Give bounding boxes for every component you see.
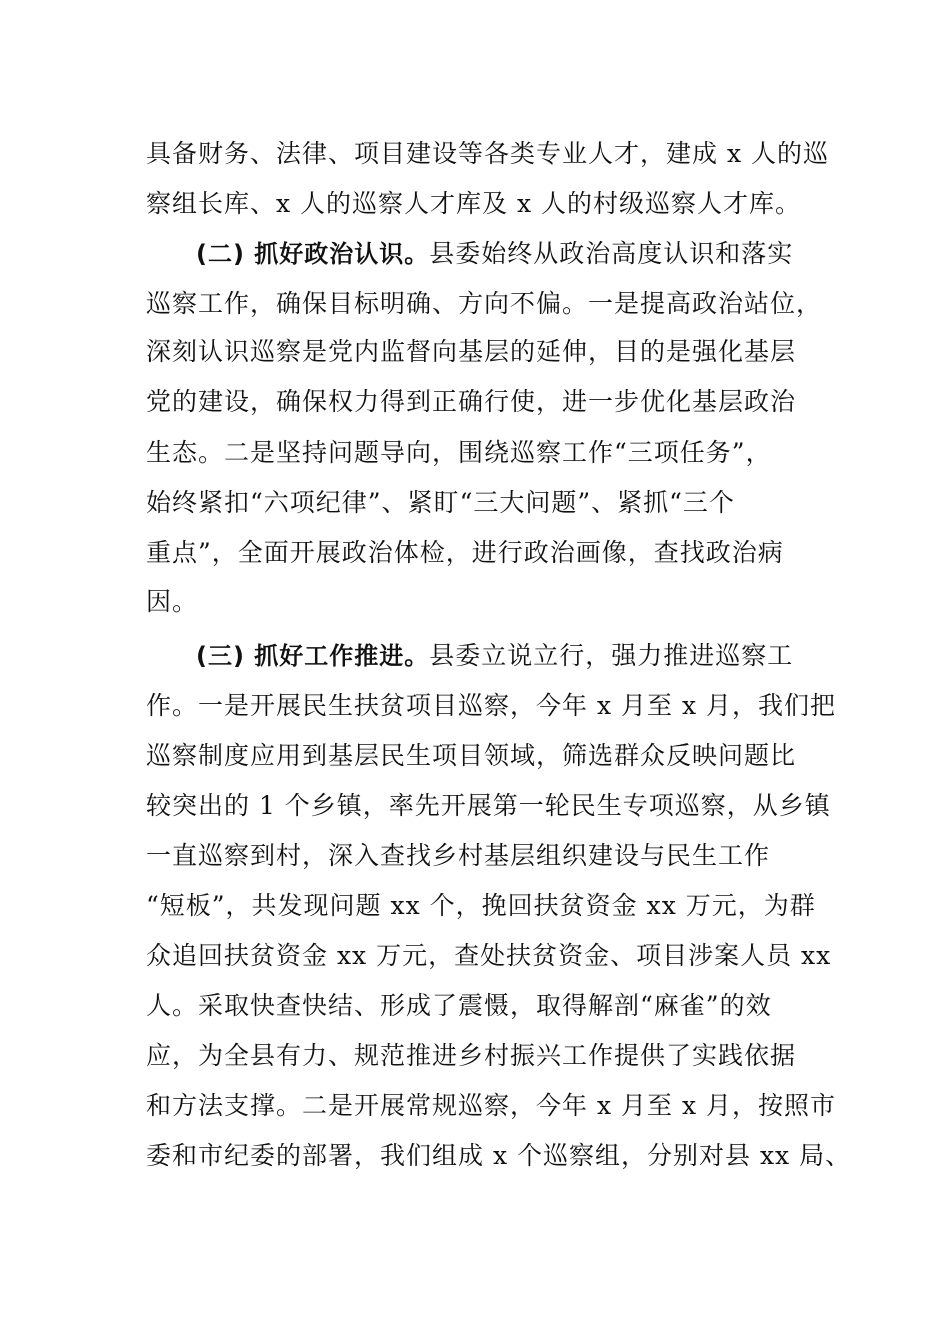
text-line: 具备财务、法律、项目建设等各类专业人才，建成 x 人的巡 [146,139,829,168]
text-line: 一直巡察到村，深入查找乡村基层组织建设与民生工作 [146,841,771,870]
text-line: 因。 [146,587,199,616]
text-line: 较突出的 1 个乡镇，率先开展第一轮民生专项巡察，从乡镇 [146,791,831,820]
text-line: 众追回扶贫资金 xx 万元，查处扶贫资金、项目涉案人员 xx [146,941,832,970]
text-span: 县委立说立行，强力推进巡察工 [429,641,794,670]
text-line: 应，为全县有力、规范推进乡村振兴工作提供了实践依据 [146,1041,797,1070]
text-line: 委和市纪委的部署，我们组成 x 个巡察组，分别对县 xx 局、 [146,1141,852,1170]
text-line: 和方法支撑。二是开展常规巡察，今年 x 月至 x 月，按照市 [146,1091,836,1120]
text-line: “短板”，共发现问题 xx 个，挽回扶贫资金 xx 万元，为群 [146,891,816,920]
text-line: 重点”，全面开展政治体检，进行政治画像，查找政治病 [146,538,784,567]
text-line: 巡察制度应用到基层民生项目领域，筛选群众反映问题比 [146,741,797,770]
text-line: 察组长库、x 人的巡察人才库及 x 人的村级巡察人才库。 [146,189,802,218]
text-line: 生态。二是坚持问题导向，围绕巡察工作“三项任务”， [146,438,772,467]
text-line: 人。采取快查快结、形成了震慑，取得解剖“麻雀”的效 [146,991,772,1020]
section-heading-line [196,228,876,280]
text-line: 深刻认识巡察是党内监督向基层的延伸，目的是强化基层 [146,337,797,366]
section-heading-line [196,630,876,682]
text-line: 巡察工作，确保目标明确、方向不偏。一是提高政治站位， [146,289,823,318]
text-line: 始终紧扣“六项纪律”、紧盯“三大问题”、紧抓“三个 [146,488,735,517]
text-line: 党的建设，确保权力得到正确行使，进一步优化基层政治 [146,387,797,416]
text-span: 县委始终从政治高度认识和落实 [429,239,794,268]
text-line: 作。一是开展民生扶贫项目巡察，今年 x 月至 x 月，我们把 [146,691,836,720]
section-heading: (二) 抓好政治认识。 [196,240,430,268]
section-heading: (三) 抓好工作推进。 [196,642,430,670]
